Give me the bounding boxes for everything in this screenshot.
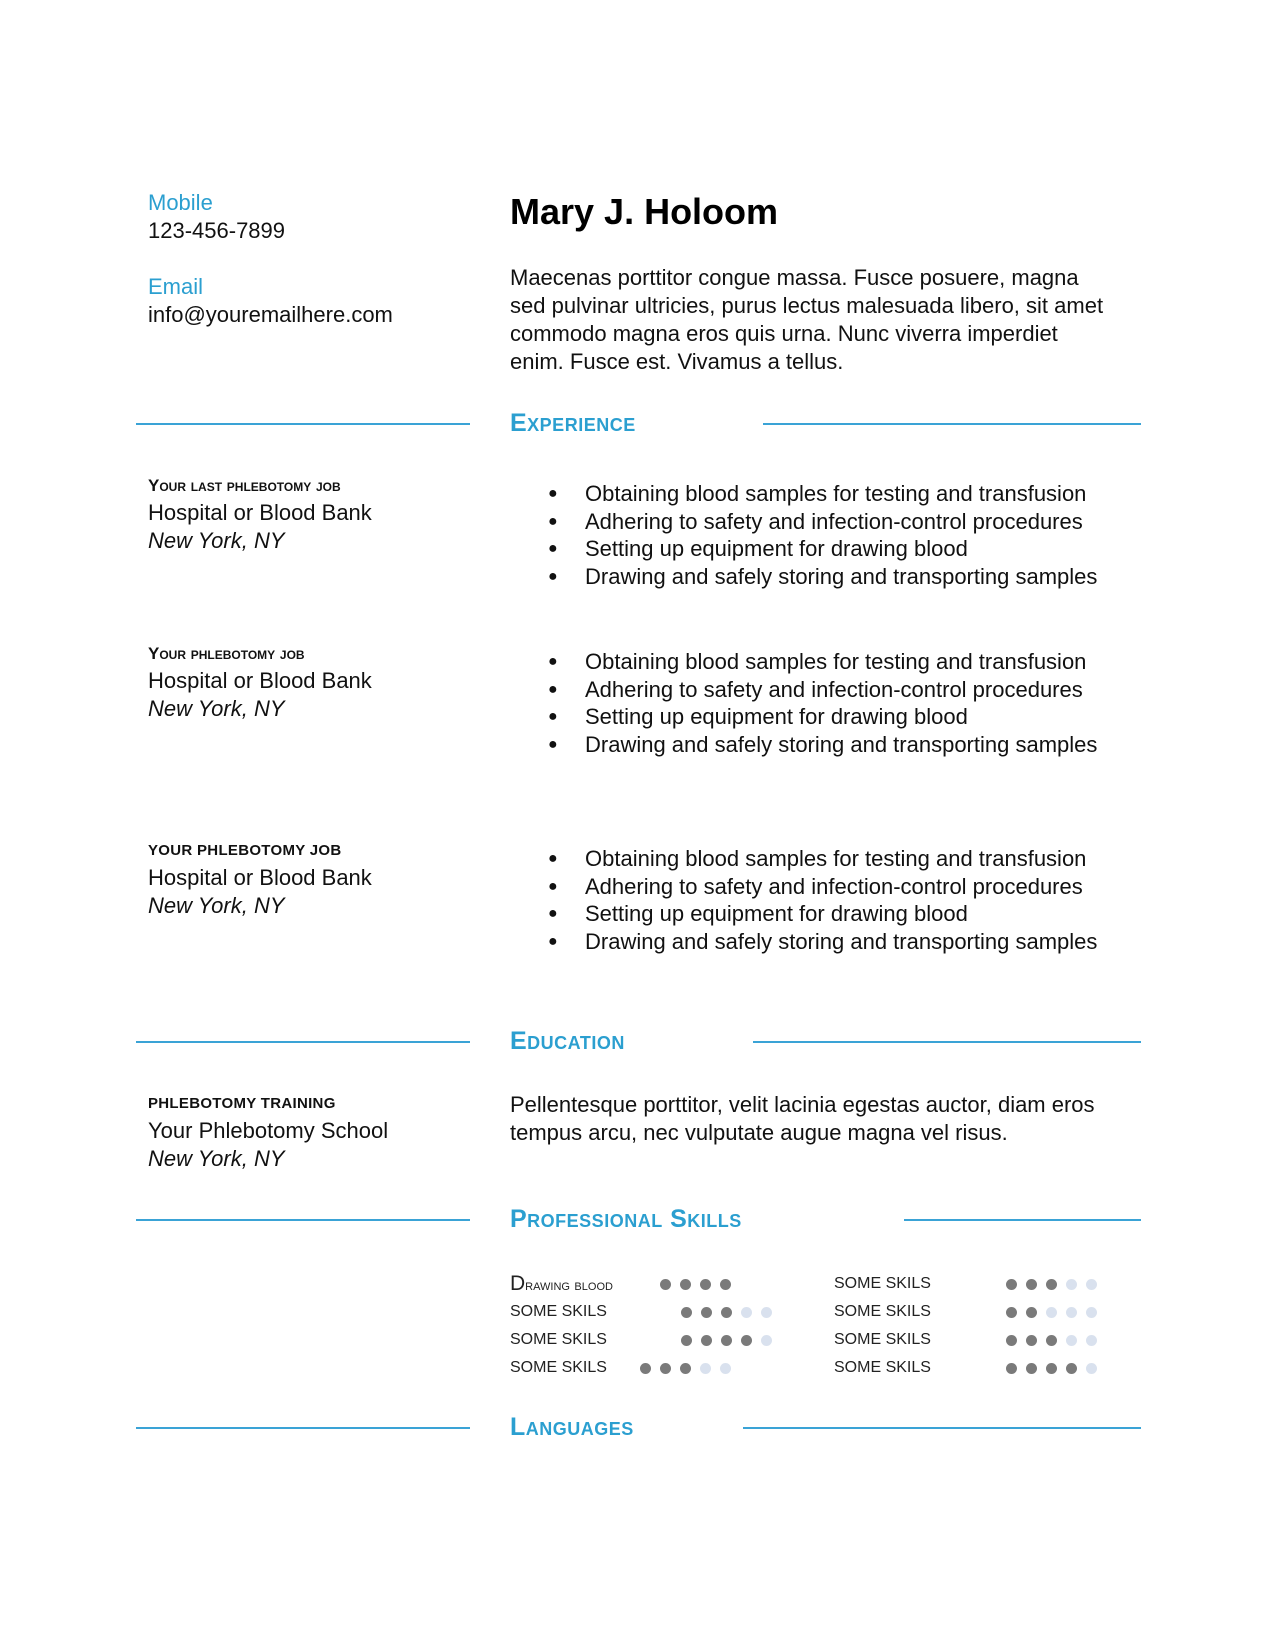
rating-dot-filled (1026, 1363, 1037, 1374)
job-2 (148, 643, 372, 723)
list-item: ● Obtaining blood samples for testing and transfusion (514, 648, 1097, 676)
rating-dot-filled (1006, 1279, 1017, 1290)
list-item: ● Adhering to safety and infection-control procedures (514, 873, 1097, 901)
job-1-duties (514, 480, 1097, 590)
rating-dot-empty (1066, 1335, 1077, 1346)
rating-dot-filled (1006, 1363, 1017, 1374)
job-employer: Hospital or Blood Bank (148, 668, 372, 693)
list-item: ● Drawing and safely storing and transporting samples (514, 563, 1097, 591)
list-item: ● Setting up equipment for drawing blood (514, 703, 1097, 731)
education-school: Your Phlebotomy School (148, 1118, 389, 1143)
rating-dot-filled (640, 1363, 651, 1374)
job-location: New York, NY (148, 893, 285, 918)
candidate-name: Mary J. Holoom (510, 191, 779, 232)
rating-dot-filled (680, 1363, 691, 1374)
education-entry (148, 1093, 388, 1173)
skill-label: SOME SKILS (834, 1275, 931, 1292)
rating-dot-empty (1086, 1363, 1097, 1374)
education-title: PHLEBOTOMY TRAINING (148, 1095, 336, 1112)
rating-dot-filled (1006, 1307, 1017, 1318)
rating-dot-filled (1026, 1279, 1037, 1290)
skills-rule-right (904, 1219, 1141, 1221)
rating-dot-filled (1066, 1363, 1077, 1374)
list-item: ● Drawing and safely storing and transporting samples (514, 928, 1097, 956)
job-title: Your last phlebotomy job (148, 476, 341, 495)
rating-dot-filled (680, 1279, 691, 1290)
education-heading: Education (510, 1027, 625, 1055)
job-title: Your phlebotomy job (148, 644, 305, 663)
skill-rating (1006, 1355, 1097, 1381)
mobile-label: Mobile (148, 190, 213, 215)
job-title: YOUR PHLEBOTOMY JOB (148, 842, 342, 859)
experience-rule-right (763, 423, 1141, 425)
rating-dot-filled (1026, 1307, 1037, 1318)
rating-dot-filled (1046, 1363, 1057, 1374)
job-2-duties (514, 648, 1097, 758)
rating-dot-filled (1046, 1279, 1057, 1290)
skills-heading: Professional Skills (510, 1205, 742, 1233)
skill-rating (660, 1271, 731, 1297)
skill-label: SOME SKILS (510, 1359, 607, 1376)
job-employer: Hospital or Blood Bank (148, 500, 372, 525)
rating-dot-filled (721, 1307, 732, 1318)
rating-dot-empty (1086, 1279, 1097, 1290)
list-item: ● Setting up equipment for drawing blood (514, 535, 1097, 563)
list-item: ● Obtaining blood samples for testing and transfusion (514, 480, 1097, 508)
job-location: New York, NY (148, 696, 285, 721)
experience-rule-left (136, 423, 470, 425)
mobile-value: 123-456-7899 (148, 218, 286, 243)
skill-label: Drawing blood (510, 1272, 613, 1295)
email-value: info@youremailhere.com (148, 302, 393, 327)
skill-label: SOME SKILS (510, 1331, 607, 1348)
languages-heading: Languages (510, 1413, 634, 1441)
list-item: ● Drawing and safely storing and transporting samples (514, 731, 1097, 759)
list-item: ● Setting up equipment for drawing blood (514, 900, 1097, 928)
rating-dot-filled (721, 1335, 732, 1346)
list-item: ● Obtaining blood samples for testing and transfusion (514, 845, 1097, 873)
rating-dot-filled (741, 1335, 752, 1346)
skill-label: SOME SKILS (834, 1359, 931, 1376)
skill-rating (1006, 1271, 1097, 1297)
rating-dot-filled (660, 1363, 671, 1374)
rating-dot-filled (1026, 1335, 1037, 1346)
rating-dot-empty (761, 1307, 772, 1318)
skill-label: SOME SKILS (834, 1303, 931, 1320)
rating-dot-empty (720, 1363, 731, 1374)
rating-dot-filled (681, 1335, 692, 1346)
languages-rule-left (136, 1427, 470, 1429)
skill-rating (681, 1327, 772, 1353)
rating-dot-empty (1086, 1335, 1097, 1346)
rating-dot-filled (681, 1307, 692, 1318)
skill-rating (640, 1355, 731, 1381)
rating-dot-empty (1066, 1279, 1077, 1290)
education-rule-right (753, 1041, 1141, 1043)
rating-dot-empty (761, 1335, 772, 1346)
skills-rule-left (136, 1219, 470, 1221)
rating-dot-empty (1046, 1307, 1057, 1318)
job-location: New York, NY (148, 528, 285, 553)
job-3 (148, 840, 372, 920)
rating-dot-empty (1066, 1307, 1077, 1318)
education-rule-left (136, 1041, 470, 1043)
languages-rule-right (743, 1427, 1141, 1429)
list-item: ● Adhering to safety and infection-control procedures (514, 508, 1097, 536)
email-label: Email (148, 274, 204, 299)
rating-dot-filled (1006, 1335, 1017, 1346)
skill-label: SOME SKILS (510, 1303, 607, 1320)
rating-dot-filled (701, 1307, 712, 1318)
skill-rating (1006, 1299, 1097, 1325)
job-3-duties (514, 845, 1097, 955)
rating-dot-filled (1046, 1335, 1057, 1346)
experience-heading: Experience (510, 409, 636, 437)
rating-dot-empty (1086, 1307, 1097, 1318)
skill-rating (681, 1299, 772, 1325)
job-1 (148, 475, 372, 555)
rating-dot-empty (700, 1363, 711, 1374)
skill-label: SOME SKILS (834, 1331, 931, 1348)
education-description: Pellentesque porttitor, velit lacinia egestas auctor, diam eros tempus arcu, nec vulputate augue magna vel risus. (510, 1092, 1095, 1145)
education-location: New York, NY (148, 1146, 285, 1171)
list-item: ● Adhering to safety and infection-control procedures (514, 676, 1097, 704)
rating-dot-empty (741, 1307, 752, 1318)
rating-dot-filled (660, 1279, 671, 1290)
summary-text: Maecenas porttitor congue massa. Fusce posuere, magna sed pulvinar ultricies, purus lectus malesuada libero, sit amet commodo magna eros quis urna. Nunc viverra imperdiet enim. Fusce est. Vivamus a tellus. (510, 265, 1104, 374)
job-employer: Hospital or Blood Bank (148, 865, 372, 890)
rating-dot-filled (720, 1279, 731, 1290)
skill-rating (1006, 1327, 1097, 1353)
rating-dot-filled (700, 1279, 711, 1290)
rating-dot-filled (701, 1335, 712, 1346)
